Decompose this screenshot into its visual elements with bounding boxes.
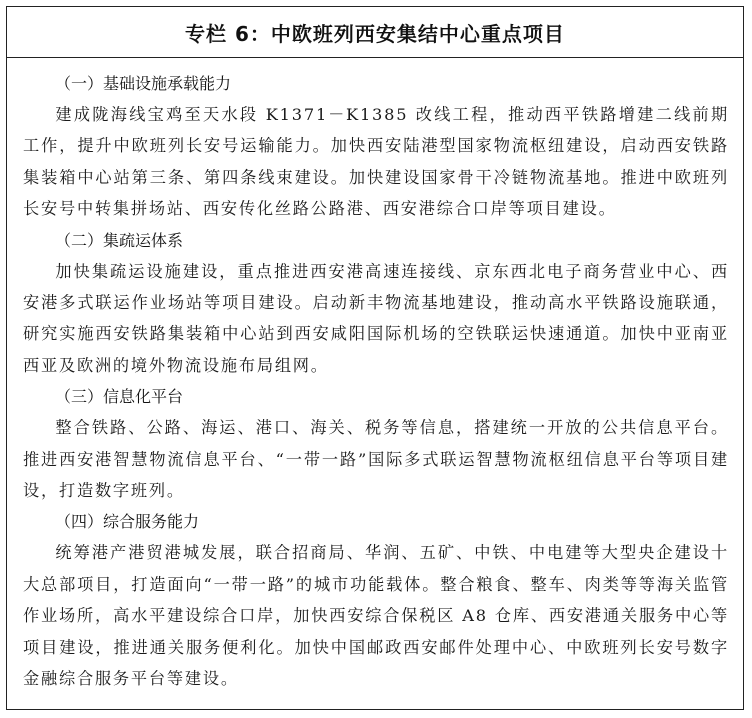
section-heading: （二）集疏运体系 — [55, 230, 184, 250]
section-transport-system — [23, 225, 729, 382]
section-paragraph: 加快集疏运设施建设，重点推进西安港高速连接线、京东西北电子商务营业中心、西安港多式联运作业场站等项目建设。启动新丰物流基地建设，推动高水平铁路设施联通，研究实施西安铁路集装箱中心站到西安咸阳国际机场的空铁联运快速通道。加快中亚南亚西亚及欧洲的境外物流设施布局组网。 — [23, 261, 729, 375]
section-paragraph: 整合铁路、公路、海运、港口、海关、税务等信息，搭建统一开放的公共信息平台。推进西安港智慧物流信息平台、“一带一路”国际多式联运智慧物流枢纽信息平台等项目建设，打造数字班列。 — [23, 418, 729, 501]
section-service-capacity — [23, 506, 729, 694]
section-heading: （四）综合服务能力 — [55, 512, 200, 532]
section-heading: （一）基础设施承载能力 — [55, 74, 232, 93]
section-infrastructure — [23, 68, 729, 225]
section-paragraph: 统筹港产港贸港城发展，联合招商局、华润、五矿、中铁、中电建等大型央企建设十大总部项目，打造面向“一带一路”的城市功能载体。整合粮食、整车、肉类等等海关监管作业场所，高水平建设综合口岸，加快西安综合保税区 A8 仓库、西安港通关服务中心等项目建设，推进通关服务便利化。加快中国邮政西安邮件处理中心、中欧班列长安号数字金融综合服务平台等建设。 — [23, 543, 729, 689]
section-heading: （三）信息化平台 — [55, 387, 184, 407]
section-information-platform — [23, 381, 729, 506]
box-title: 专栏 6：中欧班列西安集结中心重点项目 — [7, 7, 743, 58]
project-box — [6, 6, 744, 710]
box-content — [7, 58, 743, 695]
section-paragraph: 建成陇海线宝鸡至天水段 K1371－K1385 改线工程，推动西平铁路增建二线前期工作，提升中欧班列长安号运输能力。加快西安陆港型国家物流枢纽建设，启动西安铁路集装箱中心站第三条、第四条线束建设。加快建设国家骨干冷链物流基地。推进中欧班列长安号中转集拼场站、西安传化丝路公路港、西安港综合口岸等项目建设。 — [23, 105, 729, 219]
